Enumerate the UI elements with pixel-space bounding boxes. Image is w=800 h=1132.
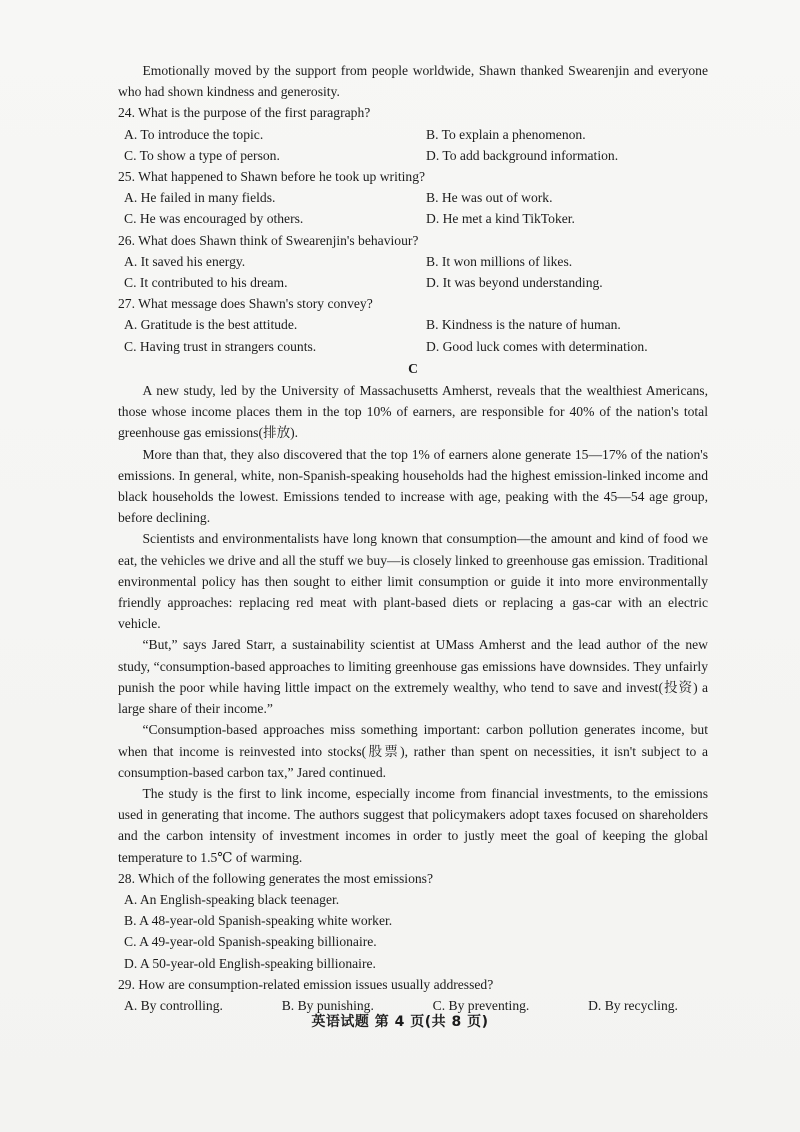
option-b: B. A 48-year-old Spanish-speaking white worker. xyxy=(124,913,393,929)
options xyxy=(118,889,708,974)
question-26 xyxy=(118,230,708,294)
option-a: A. An English-speaking black teenager. xyxy=(124,891,340,907)
option-a: A. By controlling. xyxy=(124,997,223,1013)
options xyxy=(118,187,708,229)
option-c: C. Having trust in strangers counts. xyxy=(124,338,317,354)
passage-c-paragraph: “But,” says Jared Starr, a sustainability scientist at UMass Amherst and the lead author of the new study, “consumption-based approaches to limiting greenhouse gas emissions have downsides. They unfairly punish the poor while having little impact on the extremely wealthy, who tend to save and invest(投资) a large share of their income.” xyxy=(118,637,708,717)
passage-c-paragraph: Scientists and environmentalists have long known that consumption—the amount and kind of food we eat, the vehicles we drive and all the stuff we buy—is closely linked to greenhouse gas emission. Traditional environmental policy has then sought to either limit consumption or guide it into more environmentally friendly approaches: replacing red meat with plant-based diets or replacing a gas-car with an electric vehicle. xyxy=(118,531,708,632)
option-d: D. Good luck comes with determination. xyxy=(426,338,648,354)
options xyxy=(118,251,708,293)
passage-c-paragraph: The study is the first to link income, especially income from financial investments, to the emissions used in generating that income. The authors suggest that policymakers adopt taxes focused on shareholders and the carbon intensity of investment incomes in order to justly meet the goal of keeping the global temperature to 1.5℃ of warming. xyxy=(118,785,708,865)
option-c: C. It contributed to his dream. xyxy=(124,275,288,291)
question-stem: 26. What does Shawn think of Swearenjin's behaviour? xyxy=(118,232,419,248)
option-b: B. By punishing. xyxy=(281,997,374,1013)
passage-c-paragraph: A new study, led by the University of Massachusetts Amherst, reveals that the wealthiest Americans, those whose income places them in the top 10% of earners, are responsible for 40% of the nation's total greenhouse gas emissions(排放). xyxy=(118,383,708,441)
option-b: B. To explain a phenomenon. xyxy=(426,126,586,142)
option-d: D. A 50-year-old English-speaking billionaire. xyxy=(124,955,376,971)
question-stem: 29. How are consumption-related emission issues usually addressed? xyxy=(118,976,494,992)
question-28 xyxy=(118,868,708,974)
option-d: D. He met a kind TikToker. xyxy=(426,211,575,227)
option-a: A. It saved his energy. xyxy=(124,253,246,269)
question-27 xyxy=(118,293,708,357)
option-a: A. He failed in many fields. xyxy=(124,190,276,206)
option-a: A. Gratitude is the best attitude. xyxy=(124,317,298,333)
question-stem: 25. What happened to Shawn before he took up writing? xyxy=(118,169,426,185)
option-d: D. It was beyond understanding. xyxy=(426,275,603,291)
question-stem: 24. What is the purpose of the first paragraph? xyxy=(118,105,371,121)
options xyxy=(118,124,708,166)
option-c: C. A 49-year-old Spanish-speaking billionaire. xyxy=(124,934,377,950)
option-d: D. By recycling. xyxy=(588,997,678,1013)
option-a: A. To introduce the topic. xyxy=(124,126,264,142)
question-29 xyxy=(118,974,708,1016)
question-25 xyxy=(118,166,708,230)
option-b: B. It won millions of likes. xyxy=(426,253,573,269)
option-b: B. Kindness is the nature of human. xyxy=(426,317,621,333)
section-c-heading: C xyxy=(408,360,418,376)
option-c: C. He was encouraged by others. xyxy=(124,211,304,227)
option-c: C. To show a type of person. xyxy=(124,147,280,163)
page-footer: 英语试题 第 4 页(共 8 页) xyxy=(311,1014,489,1030)
question-stem: 27. What message does Shawn's story convey? xyxy=(118,296,373,312)
options xyxy=(118,314,708,356)
question-stem: 28. Which of the following generates the most emissions? xyxy=(118,870,433,886)
option-d: D. To add background information. xyxy=(426,147,619,163)
page-content xyxy=(118,60,708,1016)
question-24 xyxy=(118,102,708,166)
option-c: C. By preventing. xyxy=(432,997,530,1013)
option-b: B. He was out of work. xyxy=(426,190,553,206)
passage-c-paragraph: “Consumption-based approaches miss something important: carbon pollution generates income, but when that income is reinvested into stocks(股票), rather than spent on necessities, it isn't subject to a consumption-based carbon tax,” Jared continued. xyxy=(118,722,708,780)
passage-c-paragraph: More than that, they also discovered that the top 1% of earners alone generate 15—17% of the nation's emissions. In general, white, non-Spanish-speaking households had the highest emission-linked income and black households the lowest. Emissions tended to increase with age, peaking with the 45—54 age group, before declining. xyxy=(118,446,708,526)
intro-paragraph: Emotionally moved by the support from people worldwide, Shawn thanked Swearenjin and everyone who had shown kindness and generosity. xyxy=(118,63,708,100)
